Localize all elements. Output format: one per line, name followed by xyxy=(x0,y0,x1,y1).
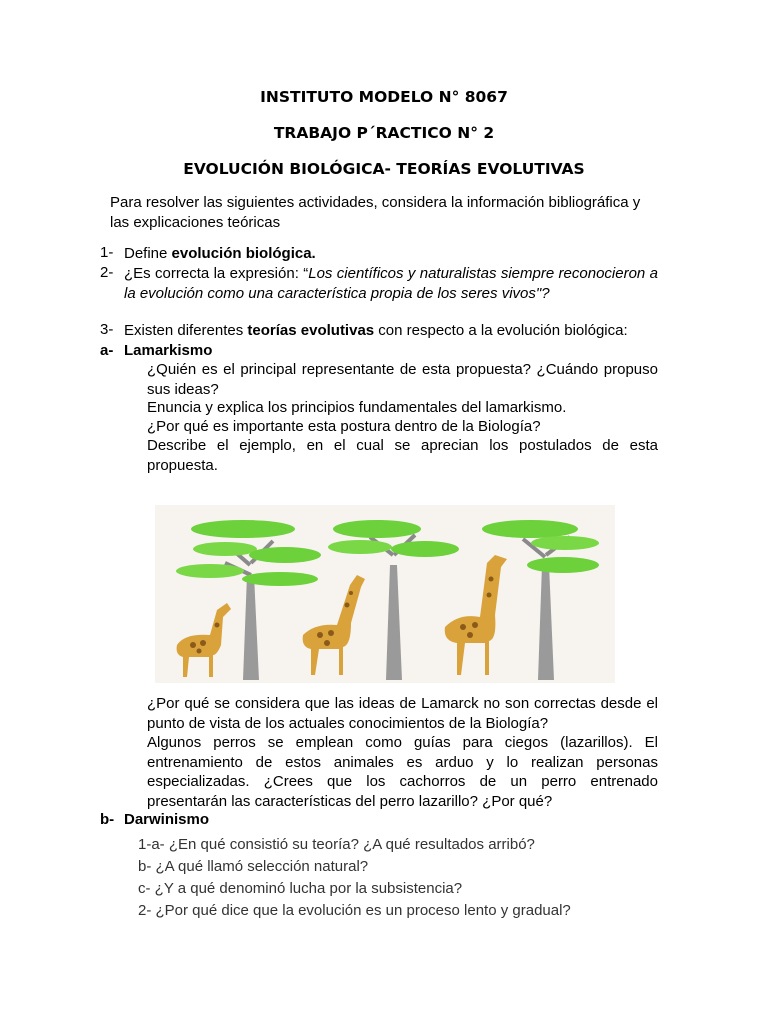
section-b-bullet-4: 2- ¿Por qué dice que la evolución es un proceso lento y gradual? xyxy=(138,902,571,919)
section-a-title: Lamarkismo xyxy=(124,342,213,359)
question-1 xyxy=(124,244,658,264)
giraffe-evolution-illustration xyxy=(155,505,615,683)
question-2-text: ¿Es correcta la expresión: “ xyxy=(124,265,309,282)
question-3-number: 3- xyxy=(100,321,114,338)
section-b-bullet-2: b- ¿A qué llamó selección natural? xyxy=(138,858,369,875)
institute-heading: INSTITUTO MODELO N° 8067 xyxy=(260,88,508,106)
section-b-bullet-3: c- ¿Y a qué denominó lucha por la subsistencia? xyxy=(138,880,463,897)
section-a-bullet-3: ¿Por qué es importante esta postura dentro de la Biología? xyxy=(147,418,541,435)
question-3-post: con respecto a la evolución biológica: xyxy=(374,322,628,339)
question-1-bold: evolución biológica. xyxy=(171,245,316,262)
section-a-bullet-5: ¿Por qué se considera que las ideas de Lamarck no son correctas desde el punto de vista de los actuales conocimientos de la Biología? xyxy=(147,695,658,732)
section-b-title: Darwinismo xyxy=(124,811,210,828)
question-2 xyxy=(124,264,658,303)
question-3 xyxy=(124,321,664,341)
section-a-bullet-1: ¿Quién es el principal representante de esta propuesta? ¿Cuándo propuso sus ideas? xyxy=(147,361,658,398)
section-b-label: b- xyxy=(100,811,115,828)
section-a-label: a- xyxy=(100,342,114,359)
section-a-bullet-4: Describe el ejemplo, en el cual se aprecian los postulados de esta propuesta. xyxy=(147,437,658,474)
topic-heading: EVOLUCIÓN BIOLÓGICA- TEORÍAS EVOLUTIVAS xyxy=(183,160,585,178)
question-3-bold: teorías evolutivas xyxy=(247,322,375,339)
section-a-bullet-2: Enuncia y explica los principios fundamentales del lamarkismo. xyxy=(147,399,567,416)
section-b-bullet-1: 1-a- ¿En qué consistió su teoría? ¿A qué resultados arribó? xyxy=(138,836,535,853)
question-2-quote: Los científicos y naturalistas siempre reconocieron a la evolución como una característica propia de los seres vivos"? xyxy=(124,265,658,302)
section-a-bullet-6: Algunos perros se emplean como guías para ciegos (lazarillos). El entrenamiento de estos animales es arduo y lo realizan personas especializadas. ¿Crees que los cachorros de un perro entrenado presentarán las características del perro lazarillo? ¿Por qué? xyxy=(147,734,658,810)
question-1-number: 1- xyxy=(100,244,114,261)
work-heading: TRABAJO P´RACTICO N° 2 xyxy=(273,124,495,142)
intro-paragraph: Para resolver las siguientes actividades, considera la información bibliográfica y las explicaciones teóricas xyxy=(110,194,641,231)
question-3-text: Existen diferentes xyxy=(124,322,248,339)
question-2-number: 2- xyxy=(100,264,114,281)
question-1-text: Define xyxy=(124,245,172,262)
